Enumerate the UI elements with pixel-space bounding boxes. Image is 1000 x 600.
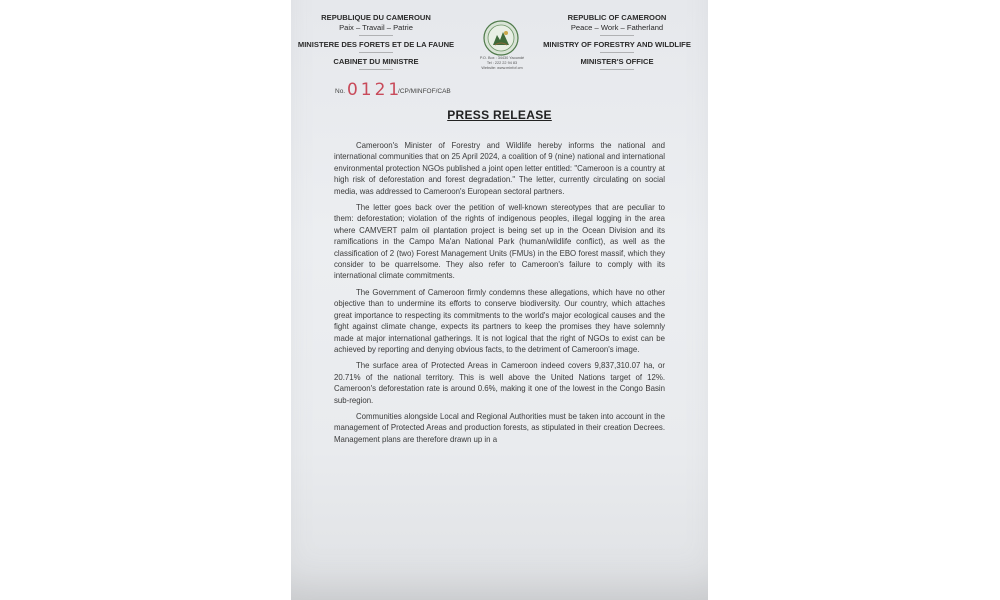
ministry-name-en: MINISTRY OF FORESTRY AND WILDLIFE <box>543 40 691 49</box>
divider: ----------------- <box>600 67 634 73</box>
ministry-emblem-icon <box>482 19 520 57</box>
divider: ----------------- <box>600 33 634 39</box>
republic-name-en: REPUBLIC OF CAMEROON <box>567 13 667 22</box>
reference-number <box>335 78 457 98</box>
document-page <box>291 0 708 600</box>
reference-code: /CP/MINFOF/CAB <box>398 88 451 95</box>
republic-name-fr: REPUBLIQUE DU CAMEROUN <box>321 13 431 22</box>
postal-address: P.O. Box : 34430 Yaoundé <box>479 56 525 60</box>
paragraph: The Government of Cameroon firmly condemns these allegations, which have no other objective than to undermine its efforts to conserve biodiversity. Our country, which attaches great importance to respecting its commitments to the world's major ecological causes and the fight against climate change, expects its partners to keep the promises they have solemnly made at major international gatherings. It is not logical that the right of NGOs to exist can be achieved by reporting and denying obvious facts, to the detriment of Cameroon's image. <box>334 287 665 354</box>
divider: ----------------- <box>600 50 634 56</box>
paragraph: Communities alongside Local and Regional Authorities must be taken into account in the management of Protected Areas and production forests, as stipulated in their creation Decrees. Management plans are therefore drawn up in a <box>334 411 665 444</box>
header-left-french <box>291 13 461 74</box>
divider: ----------------- <box>359 67 393 73</box>
handwritten-number: 0121 <box>346 80 403 100</box>
divider: ----------------- <box>359 33 393 39</box>
phone-number: Tel : 222 22 94 83 <box>486 60 518 65</box>
office-name-fr: CABINET DU MINISTRE <box>333 57 419 66</box>
motto-fr: Paix – Travail – Patrie <box>339 23 413 32</box>
website: Website: www.minfof.cm <box>481 65 523 70</box>
header-right-english <box>532 13 702 74</box>
press-release-title: PRESS RELEASE <box>447 108 552 122</box>
motto-en: Peace – Work – Fatherland <box>570 23 664 32</box>
reference-prefix: No. <box>335 88 346 95</box>
paragraph: The surface area of Protected Areas in Cameroon indeed covers 9,837,310.07 ha, or 20.71% of the national territory. This is well above the United Nations target of 12%. Cameroon's deforestation rate is around 0.6%, making it one of the lowest in the Congo Basin sub-region. <box>334 361 665 405</box>
office-name-en: MINISTER'S OFFICE <box>580 57 654 66</box>
ministry-name-fr: MINISTERE DES FORETS ET DE LA FAUNE <box>297 40 455 49</box>
paragraph: The letter goes back over the petition of well-known stereotypes that are peculiar to them: deforestation; violation of the rights of indigenous peoples, illegal logging in the area where CAMVERT palm oil plantation project is being set up in the Ocean Division and its ramifications in the Campo Ma'an National Park (human/wildlife conflict), as well as the classification of 2 (two) Forest Management Units (FMUs) in the EBO forest massif, which they consider to be quarrelsome. They also refer to Cameroon's failure to comply with its international climate commitments. <box>334 203 665 281</box>
emblem-contact-info <box>467 56 537 70</box>
press-release-body <box>334 140 665 450</box>
divider: ----------------- <box>359 50 393 56</box>
page-title <box>291 108 708 122</box>
paragraph: Cameroon's Minister of Forestry and Wildlife hereby informs the national and international communities that on 25 April 2024, a coalition of 9 (nine) national and international environmental protection NGOs published a joint open letter entitled: "Cameroon is a country at high risk of deforestation and forest degradation." The letter, currently circulating on social media, was addressed to Cameroon's European sectoral partners. <box>334 141 665 196</box>
